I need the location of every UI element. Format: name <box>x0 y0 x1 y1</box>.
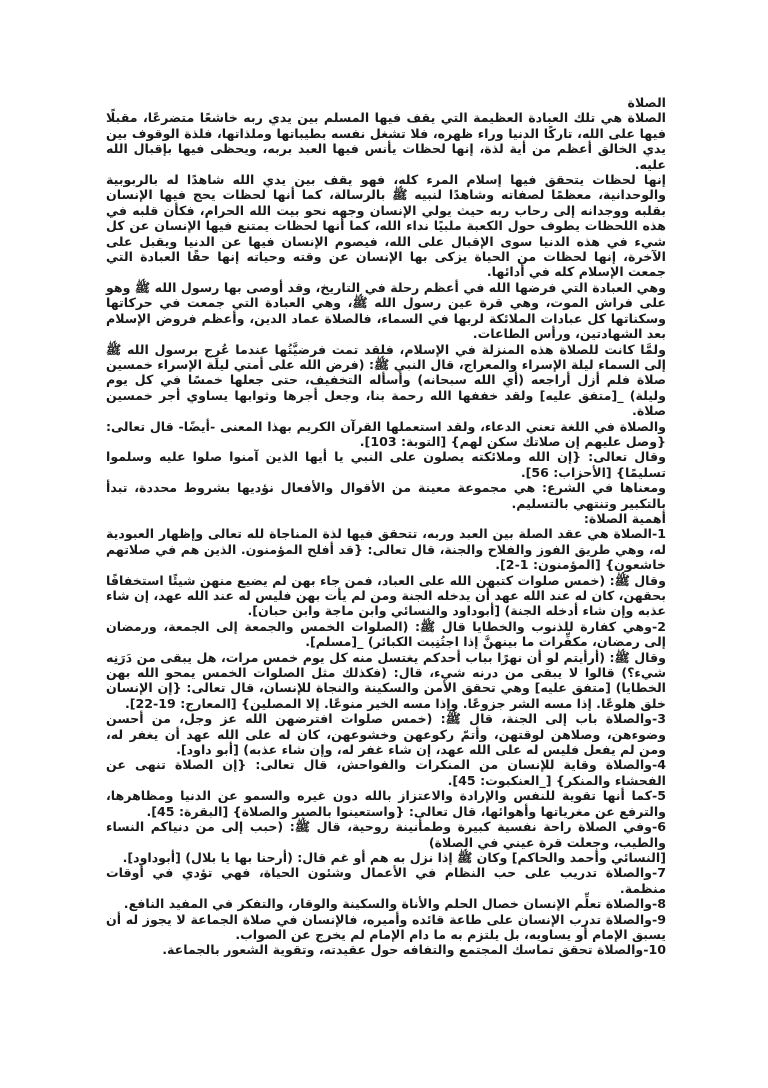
paragraph: 4-والصلاة وقاية للإنسان من المنكرات والفواحش، قال تعالى: {إن الصلاة تنهى عن الفحشاء والمنكر} [_العنكبوت: 45]. <box>106 757 666 788</box>
paragraph: 7-والصلاة تدريب على حب النظام في الأعمال وشئون الحياة، فهي تؤدي في أوقات منظمة. <box>106 865 666 896</box>
document-body <box>106 95 666 958</box>
document-title: الصلاة <box>627 95 666 110</box>
paragraph: وقال تعالى: {إن الله وملائكته يصلون على النبي يا أيها الذين آمنوا صلوا عليه وسلموا تسليمًا} [الأحزاب: 56]. <box>106 449 666 480</box>
paragraph: ولمَّا كانت للصلاة هذه المنزلة في الإسلام، فلقد تمت فرضيَّتُها عندما عُرِج برسول الله ﷺ إلى السماء ليلة الإسراء والمعراج، قال النبي ﷺ: (فرض الله على أمتي ليلة الإسراء خمسين صلاة فلم أزل أراجعه (أي الله سبحانه) وأسأله التخفيف، حتى جعلها خمسًا في كل يوم وليلة) _[متفق عليه] ولقد خففها الله رحمة بنا، وجعل أجرها وثوابها يساوي أجر خمسين صلاة. <box>106 341 666 419</box>
paragraph: 1-الصلاة هي عقد الصلة بين العبد وربه، تتحقق فيها لذة المناجاة لله تعالى وإظهار العبودية له، وهي طريق الفوز والفلاح والجنة، قال تعالى: {قد أفلح المؤمنون. الذين هم في صلاتهم خاشعون} [المؤمنون: 1-2]. <box>106 526 666 573</box>
paragraph: 10-والصلاة تحقق تماسك المجتمع والتفافه حول عقيدته، وتقوية الشعور بالجماعة. <box>162 942 666 958</box>
paragraph: والصلاة في اللغة تعني الدعاء، ولقد استعملها القرآن الكريم بهذا المعنى -أيضًا- قال تعالى: {وصل عليهم إن صلاتك سكن لهم} [التوبة: 103]. <box>106 418 666 449</box>
paragraph: الصلاة هي تلك العبادة العظيمة التي يقف فيها المسلم بين يدي ربه خاشعًا متضرعًا، مقبلًا فيها على الله، تاركًا الدنيا وراء ظهره، فلا تشغل نفسه بطيباتها وملذاتها، فلذة الوقوف بين يدي الخالق أعظم من أية لذة، إنها لحظات يأنس فيها العبد بربه، ويحظى فيها بإقبال الله عليه. <box>106 110 666 172</box>
paragraph: 9-والصلاة تدرب الإنسان على طاعة قائده وأميره، فالإنسان في صلاة الجماعة لا يجوز له أن يسبق الإمام أو يساويه، بل يلتزم به ما دام الإمام لم يخرج عن الصواب. <box>106 911 666 942</box>
paragraph: [النسائي وأحمد والحاكم] وكان ﷺ إذا نزل به هم أو غم قال: (أرحنا بها يا بلال) [أبوداود]. <box>122 849 666 865</box>
paragraph: 3-والصلاة باب إلى الجنة، قال ﷺ: (خمس صلوات افترضهن الله عز وجل، من أحسن وضوءهن، وصلاهن لوقتهن، وأتمّ ركوعهن وخشوعهن، كان له على الله عهد أن يغفر له، ومن لم يفعل فليس له على الله عهد، إن شاء غفر له، وإن شاء عذبه) [أبو داود]. <box>106 711 666 758</box>
paragraph: وهي العبادة التي فرضها الله في أعظم رحلة في التاريخ، وقد أوصى بها رسول الله ﷺ وهو على فراش الموت، وهي قرة عين رسول الله ﷺ، وهي العبادة التي جمعت في حركاتها وسكناتها كل عبادات الملائكة لربها في السماء، فالصلاة عماد الدين، وأعظم فروض الإسلام بعد الشهادتين، ورأس الطاعات. <box>106 279 666 342</box>
paragraph: وقال ﷺ: (خمس صلوات كتبهن الله على العباد، فمن جاء بهن لم يضيع منهن شيئًا استخفافًا بحقهن، كان له عند الله عهد أن يدخله الجنة ومن لم يأت بهن فليس له عند الله عهد، إن شاء عذبه وإن شاء أدخله الجنة) [أبوداود والنسائي وابن ماجة وابن حبان]. <box>106 572 666 619</box>
paragraph: 8-والصلاة تعلِّم الإنسان خصال الحلم والأناة والسكينة والوقار، والتفكر في المفيد النافع. <box>123 896 666 912</box>
paragraph: إنها لحظات يتحقق فيها إسلام المرء كله، فهو يقف بين يدي الله شاهدًا له بالربوبية والوحدانية، معظمًا لصفاته وشاهدًا لنبيه ﷺ بالرسالة، كما أنها لحظات يحج فيها الإنسان بقلبه ووجدانه إلى رحاب ربه حيث يولي الإنسان وجهه نحو بيت الله الحرام، فكأن قلبه في هذه اللحظات يطوف حول الكعبة ملبيًا نداء الله، كما أنها لحظات يمتنع فيها الإنسان عن كل شيء في هذه الدنيا سوى الإقبال على الله، فيصوم الإنسان فيها عن الدنيا ويقبل على الآخرة، إنها لحظات من الحياة يزكى بها الإنسان عن وقته وحياته إنها حقًا العبادة التي جمعت الإسلام كله في أدائها. <box>106 172 666 280</box>
paragraph: وقال ﷺ: (أرأيتم لو أن نهرًا بباب أحدكم يغتسل منه كل يوم خمس مرات، هل يبقى من دَرَنِه شيء؟) قالوا لا يبقى من درنه شيء، قال: (فكذلك مثل الصلوات الخمس يمحو الله بهن الخطايا) [متفق عليه] وهي تحقق الأمن والسكينة والنجاة للإنسان، قال تعالى: {إن الإنسان خلق هلوعًا. إذا مسه الشر جزوعًا. وإذا مسه الخير منوعًا. إلا المصلين} [المعارج: 19-22]. <box>106 649 666 711</box>
paragraph: ومعناها في الشرع: هي مجموعة معينة من الأقوال والأفعال نؤديها بشروط محددة، تبدأ بالتكبير وتنتهي بالتسليم. <box>106 480 666 511</box>
paragraph: 2-وهي كفارة للذنوب والخطايا قال ﷺ: (الصلوات الخمس والجمعة إلى الجمعة، ورمضان إلى رمضان، مكفِّرات ما بينهنَّ إذا اجتُنِبت الكبائر) _[مسلم]. <box>106 618 666 650</box>
section-heading: أهمية الصلاة: <box>583 510 666 526</box>
paragraph: 5-كما أنها تقوية للنفس والإرادة والاعتزاز بالله دون غيره والسمو عن الدنيا ومظاهرها، والترفع عن مغرياتها وأهوائها، قال تعالى: {واستعينوا بالصبر والصلاة} [البقرة: 45]. <box>106 788 666 819</box>
paragraph: 6-وفي الصلاة راحة نفسية كبيرة وطمأنينة روحية، قال ﷺ: (حبب إلى من دنياكم النساء والطيب، وجعلت قرة عيني في الصلاة) <box>106 819 666 850</box>
